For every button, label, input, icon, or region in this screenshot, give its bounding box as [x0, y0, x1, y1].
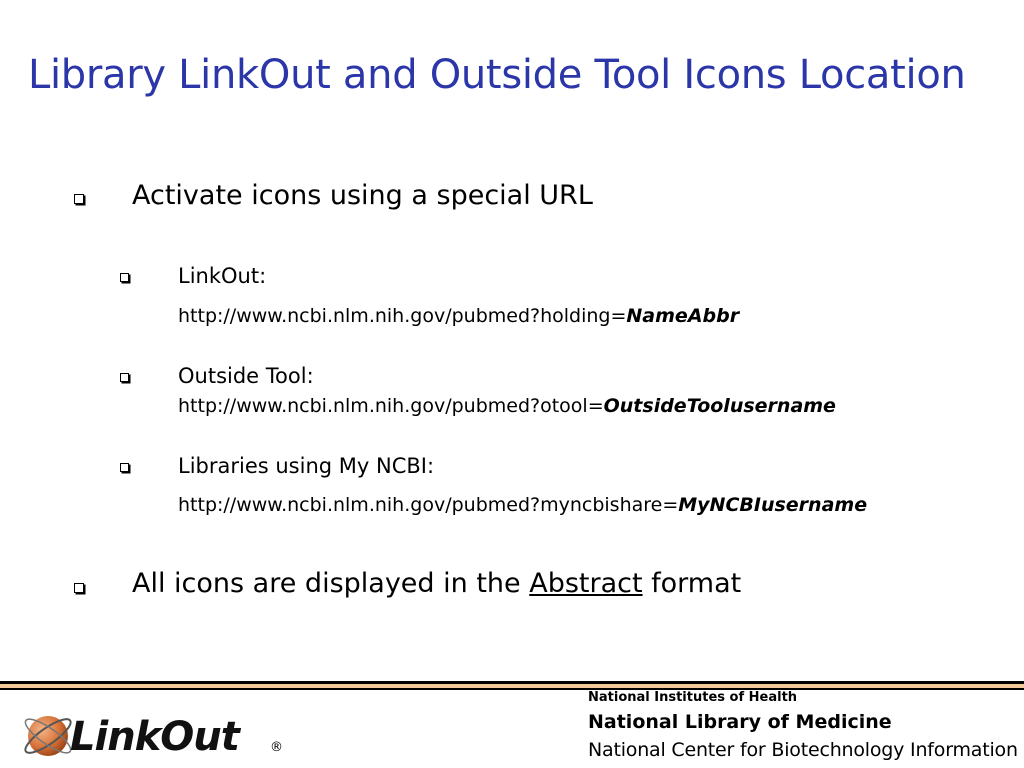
linkout-url [178, 305, 739, 327]
myncbi-url-param: MyNCBIusername [678, 494, 868, 516]
bullet-activate: Activate icons using a special URL [132, 180, 593, 211]
bullet-square-icon [120, 373, 129, 382]
outside-tool-url [178, 395, 836, 417]
outside-tool-url-param: OutsideToolusername [603, 395, 836, 417]
myncbi-url-prefix: http://www.ncbi.nlm.nih.gov/pubmed?myncbishare= [178, 494, 679, 516]
footer-rule-bottom [0, 688, 1024, 690]
outside-tool-label: Outside Tool: [178, 364, 314, 388]
linkout-label: LinkOut: [178, 264, 267, 288]
abstract-link[interactable]: Abstract [529, 568, 643, 599]
linkout-url-prefix: http://www.ncbi.nlm.nih.gov/pubmed?holding= [178, 305, 627, 327]
all-icons-suffix: format [642, 568, 742, 599]
nlm-label: National Library of Medicine [588, 711, 892, 733]
outside-tool-url-prefix: http://www.ncbi.nlm.nih.gov/pubmed?otool= [178, 395, 604, 417]
page-title: Library LinkOut and Outside Tool Icons Location [28, 52, 966, 98]
linkout-logo-text: LinkOut [70, 714, 239, 760]
bullet-square-icon [120, 463, 129, 472]
ncbi-label: National Center for Biotechnology Information [588, 739, 1018, 761]
nih-label: National Institutes of Health [588, 690, 798, 705]
bullet-square-icon [74, 583, 84, 593]
bullet-square-icon [120, 273, 129, 282]
linkout-url-param: NameAbbr [626, 305, 740, 327]
myncbi-label: Libraries using My NCBI: [178, 454, 435, 478]
bullet-square-icon [74, 194, 84, 204]
registered-mark: ® [270, 740, 283, 755]
all-icons-prefix: All icons are displayed in the [132, 568, 530, 599]
myncbi-url [178, 494, 867, 516]
bullet-all-icons [132, 568, 741, 599]
